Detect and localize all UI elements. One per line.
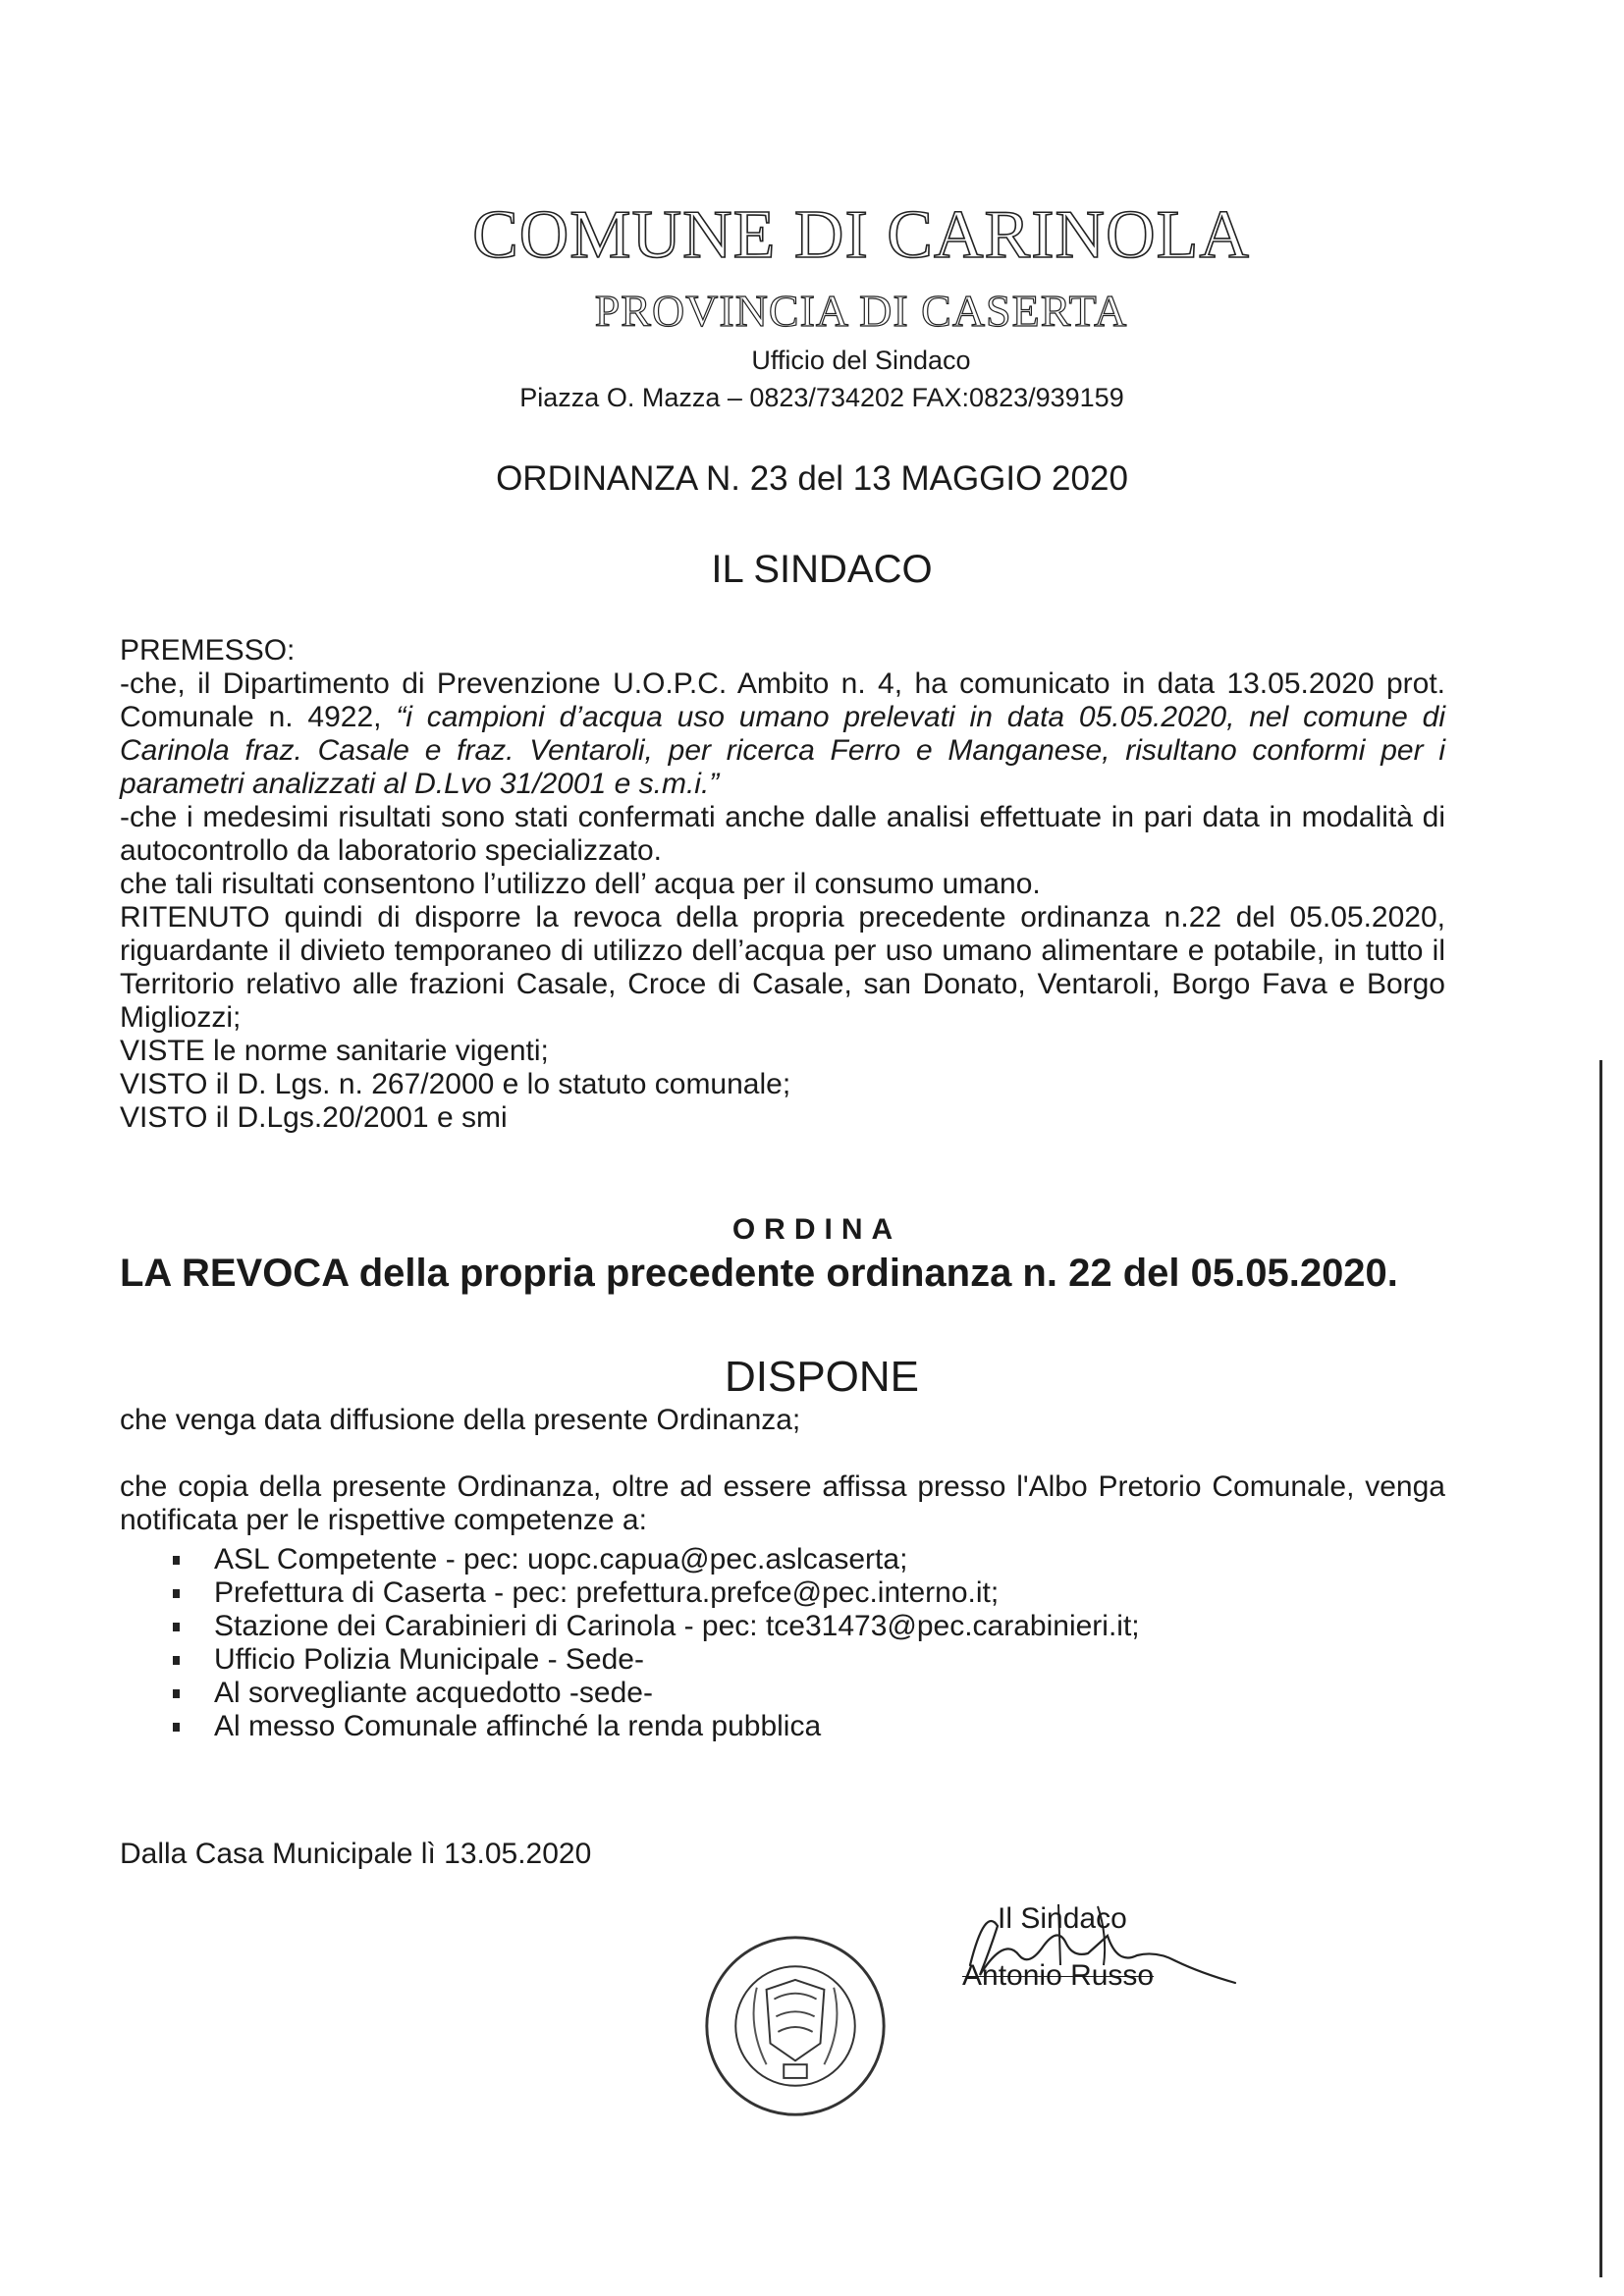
blank-line <box>120 1437 1445 1470</box>
dispone-section <box>120 1404 1445 1537</box>
visto-line-2: VISTO il D.Lgs.20/2001 e smi <box>120 1101 508 1134</box>
province-name: PROVINCIA DI CASERTA <box>594 286 1128 336</box>
premise-paragraph-3: che tali risultati consentono l’utilizzo dell’ acqua per il consumo umano. <box>120 868 1041 900</box>
premise-1-lead: -che, il Dipartimento di Prevenzione U.O.P.C. Ambito n. 4, ha comunicato in data 13.05.2020 prot. Comunale n. 4922, <box>120 667 1445 733</box>
municipality-name: COMUNE DI CARINOLA <box>472 197 1250 273</box>
premise-1-quote: “i campioni d’acqua uso umano prelevati in data 05.05.2020, nel comune di Carinola fraz. Casale e fraz. Ventaroli, per ricerca Ferro e Manganese, risultano conformi per i parametri analizzati al D.Lvo 31/2001 e s.m.i.” <box>120 701 1445 800</box>
dispone-line-2: che copia della presente Ordinanza, oltre ad essere affissa presso l'Albo Pretorio Comunale, venga notificata per le rispettive competenze a: <box>120 1470 1445 1536</box>
authority-heading: IL SINDACO <box>711 548 933 591</box>
visto-line-1: VISTO il D. Lgs. n. 267/2000 e lo statuto comunale; <box>120 1068 791 1100</box>
signatory-title: Il Sindaco <box>998 1902 1127 1935</box>
ordinance-number: ORDINANZA N. 23 del 13 MAGGIO 2020 <box>496 459 1128 498</box>
office-address: Piazza O. Mazza – 0823/734202 FAX:0823/939159 <box>519 383 1124 412</box>
ordina-heading: ORDINA <box>731 1213 902 1246</box>
premise-paragraph-2: -che i medesimi risultati sono stati confermati anche dalle analisi effettuate in pari data in modalità di autocontrollo da laboratorio specializzato. <box>120 801 1445 867</box>
premises-section <box>120 634 1445 1135</box>
dispone-line-1: che venga data diffusione della presente Ordinanza; <box>120 1404 801 1436</box>
premise-paragraph-1 <box>120 667 1445 801</box>
municipal-seal-stamp <box>699 1930 892 2122</box>
revocation-statement: LA REVOCA della propria precedente ordinanza n. 22 del 05.05.2020. <box>120 1252 1398 1295</box>
ritenuto-paragraph: RITENUTO quindi di disporre la revoca della propria precedente ordinanza n.22 del 05.05.2020, riguardante il divieto temporaneo di utilizzo dell’acqua per uso umano alimentare e potabile, in tutto il Territorio relativo alle frazioni Casale, Croce di Casale, san Donato, Ventaroli, Borgo Fava e Borgo Migliozzi; <box>120 901 1445 1034</box>
list-item: ASL Competente - pec: uopc.capua@pec.aslcaserta; <box>165 1543 1140 1576</box>
list-item: Al messo Comunale affinché la renda pubblica <box>165 1710 1140 1743</box>
office-name: Ufficio del Sindaco <box>751 346 971 375</box>
premesso-heading: PREMESSO: <box>120 634 296 667</box>
dispone-heading: DISPONE <box>724 1353 920 1401</box>
list-item: Al sorvegliante acquedotto -sede- <box>165 1677 1140 1710</box>
place-and-date: Dalla Casa Municipale lì 13.05.2020 <box>120 1838 592 1870</box>
viste-line: VISTE le norme sanitarie vigenti; <box>120 1035 549 1067</box>
list-item: Ufficio Polizia Municipale - Sede- <box>165 1643 1140 1677</box>
list-item: Stazione dei Carabinieri di Carinola - pec: tce31473@pec.carabinieri.it; <box>165 1610 1140 1643</box>
recipients-list <box>165 1543 1140 1743</box>
list-item: Prefettura di Caserta - pec: prefettura.prefce@pec.interno.it; <box>165 1576 1140 1610</box>
signatory-name: Antonio Russo <box>962 1959 1155 1992</box>
